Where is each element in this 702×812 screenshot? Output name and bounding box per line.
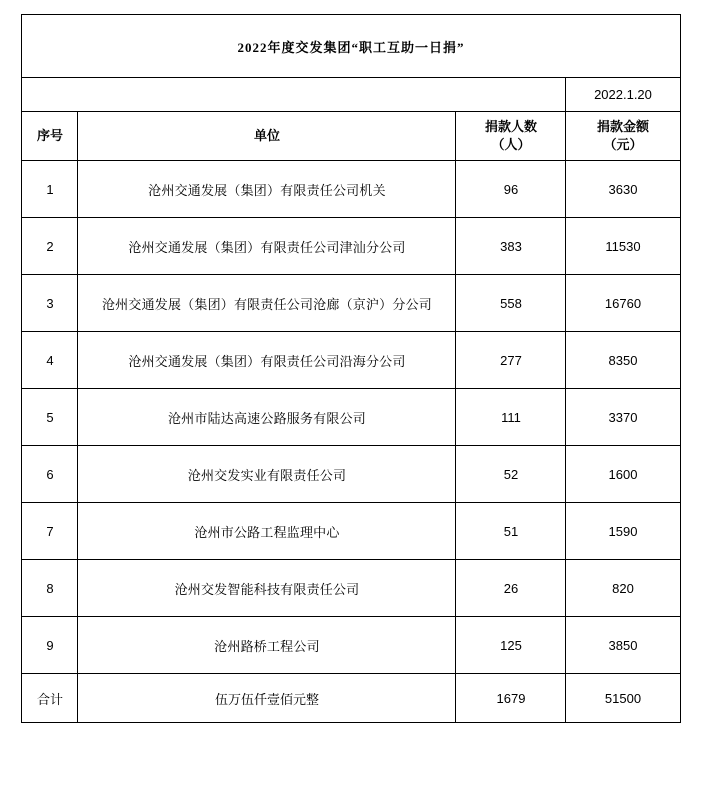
- row-seq: 2: [22, 218, 78, 275]
- row-people: 111: [456, 389, 566, 446]
- page-title: 2022年度交发集团“职工互助一日捐”: [22, 15, 680, 78]
- total-amount: 51500: [566, 674, 680, 723]
- row-people: 277: [456, 332, 566, 389]
- document-date: 2022.1.20: [566, 78, 680, 112]
- row-unit: 沧州交通发展（集团）有限责任公司津汕分公司: [78, 218, 456, 275]
- donation-table: [21, 14, 680, 723]
- row-seq: 5: [22, 389, 78, 446]
- table-row: [22, 446, 680, 503]
- table-row: [22, 218, 680, 275]
- column-header-amount-line1: 捐款金额: [596, 119, 649, 135]
- row-unit: 沧州市陆达高速公路服务有限公司: [78, 389, 456, 446]
- row-people: 558: [456, 275, 566, 332]
- title-row: [22, 15, 680, 78]
- row-people: 383: [456, 218, 566, 275]
- row-people: 26: [456, 560, 566, 617]
- row-amount: 11530: [566, 218, 680, 275]
- row-seq: 6: [22, 446, 78, 503]
- row-amount: 3370: [566, 389, 680, 446]
- table-row: [22, 275, 680, 332]
- row-amount: 1590: [566, 503, 680, 560]
- row-seq: 8: [22, 560, 78, 617]
- column-header-amount-line2: （元）: [603, 137, 643, 152]
- row-amount: 8350: [566, 332, 680, 389]
- row-people: 125: [456, 617, 566, 674]
- row-unit: 沧州交发实业有限责任公司: [78, 446, 456, 503]
- total-row: [22, 674, 680, 723]
- date-row: [22, 78, 680, 112]
- table-row: [22, 332, 680, 389]
- row-amount: 3850: [566, 617, 680, 674]
- row-seq: 7: [22, 503, 78, 560]
- row-unit: 沧州交通发展（集团）有限责任公司机关: [78, 161, 456, 218]
- table-row: [22, 617, 680, 674]
- table-row: [22, 503, 680, 560]
- row-unit: 沧州交通发展（集团）有限责任公司沿海分公司: [78, 332, 456, 389]
- row-people: 52: [456, 446, 566, 503]
- row-seq: 9: [22, 617, 78, 674]
- row-unit: 沧州交通发展（集团）有限责任公司沧廊（京沪）分公司: [78, 275, 456, 332]
- row-unit: 沧州交发智能科技有限责任公司: [78, 560, 456, 617]
- row-amount: 1600: [566, 446, 680, 503]
- row-seq: 4: [22, 332, 78, 389]
- row-amount: 820: [566, 560, 680, 617]
- row-unit: 沧州路桥工程公司: [78, 617, 456, 674]
- row-seq: 3: [22, 275, 78, 332]
- column-header-people: [456, 112, 566, 161]
- total-people: 1679: [456, 674, 566, 723]
- row-seq: 1: [22, 161, 78, 218]
- table-row: [22, 389, 680, 446]
- total-amount-in-words: 伍万伍仟壹佰元整: [78, 674, 456, 723]
- table-row: [22, 560, 680, 617]
- row-amount: 3630: [566, 161, 680, 218]
- row-amount: 16760: [566, 275, 680, 332]
- row-people: 51: [456, 503, 566, 560]
- total-label: 合计: [22, 674, 78, 723]
- header-row: [22, 112, 680, 161]
- column-header-people-line2: （人）: [491, 137, 531, 152]
- blank-cell: [22, 78, 566, 112]
- row-people: 96: [456, 161, 566, 218]
- row-unit: 沧州市公路工程监理中心: [78, 503, 456, 560]
- column-header-amount: [566, 112, 680, 161]
- column-header-unit: 单位: [78, 112, 456, 161]
- table-row: [22, 161, 680, 218]
- column-header-seq: 序号: [22, 112, 78, 161]
- column-header-people-line1: 捐款人数: [484, 119, 537, 135]
